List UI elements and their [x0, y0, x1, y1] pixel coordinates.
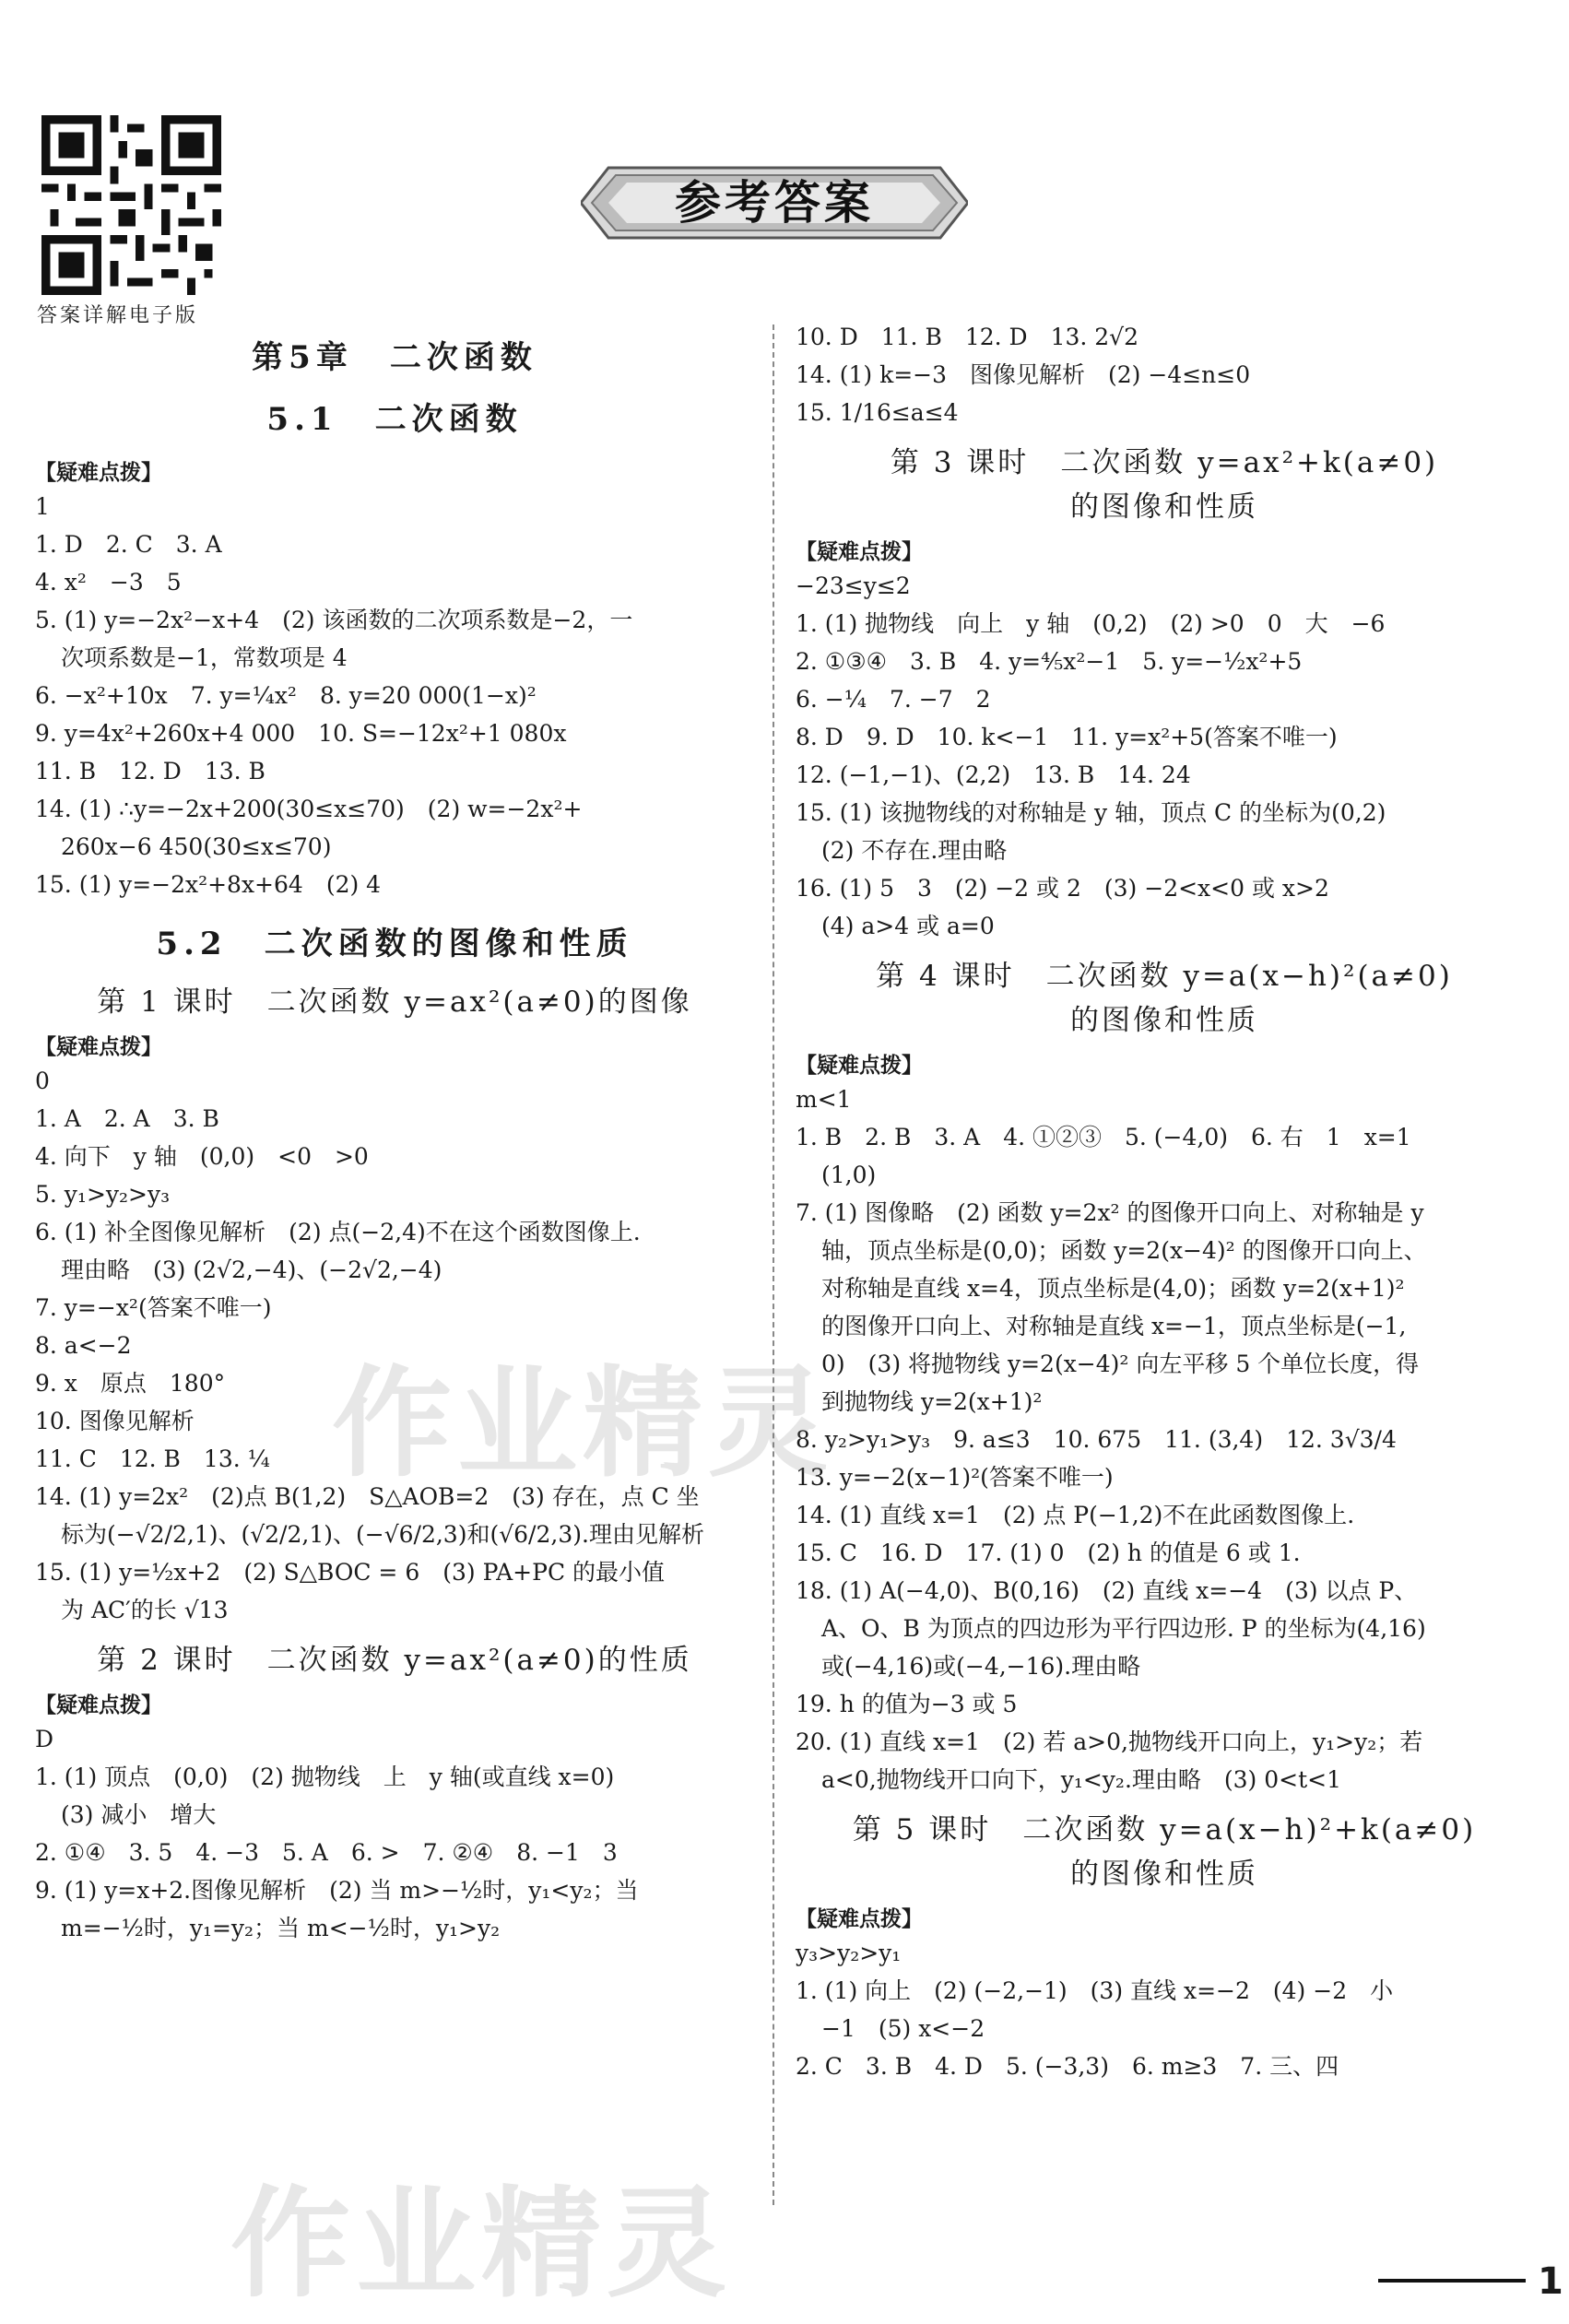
- answer-line: 5. (1) y=−2x²−x+4 (2) 该函数的二次项系数是−2，一: [35, 607, 633, 633]
- answer-line: 15. (1) 该抛物线的对称轴是 y 轴，顶点 C 的坐标为(0,2): [796, 799, 1386, 826]
- qr-caption: 答案详解电子版: [37, 304, 199, 327]
- answer-line: 2. ①④ 3. 5 4. −3 5. A 6. > 7. ②④ 8. −1 3: [35, 1839, 618, 1866]
- lesson-4-answers: [796, 1048, 1533, 1799]
- answer-line: (4) a>4 或 a=0: [821, 913, 995, 939]
- hint-label: 【疑难点拨】: [35, 1035, 162, 1059]
- footer-rule: [1378, 2279, 1526, 2283]
- answer-line: 10. D 11. B 12. D 13. 2√2: [796, 324, 1139, 350]
- answer-line: 到抛物线 y=2(x+1)²: [821, 1388, 1043, 1415]
- answer-line: 15. (1) y=−2x²+8x+64 (2) 4: [35, 871, 382, 898]
- answer-line: 19. h 的值为−3 或 5: [796, 1691, 1018, 1717]
- answer-line: 8. a<−2: [35, 1332, 132, 1359]
- section-5-1-answers: [35, 455, 754, 903]
- answer-line: 9. y=4x²+260x+4 000 10. S=−12x²+1 080x: [35, 720, 567, 747]
- lesson-2-title: 第 2 课时 二次函数 y=ax²(a≠0)的性质: [97, 1644, 692, 1677]
- watermark: 作业精灵: [332, 1353, 834, 1493]
- lesson-3-answers: [796, 535, 1533, 945]
- answer-line: 15. (1) y=½x+2 (2) S△BOC = 6 (3) PA+PC 的最小值: [35, 1559, 666, 1586]
- answer-line: (1,0): [821, 1162, 877, 1188]
- answer-line: 1. (1) 抛物线 向上 y 轴 (0,2) (2) >0 0 大 −6: [796, 610, 1386, 637]
- answer-line: 4. 向下 y 轴 (0,0) <0 >0: [35, 1143, 369, 1170]
- answer-line: A、O、B 为顶点的四边形为平行四边形. P 的坐标为(4,16): [821, 1615, 1426, 1642]
- answer-line: m=−½时，y₁=y₂；当 m<−½时，y₁>y₂: [61, 1915, 501, 1941]
- answer-line: 16. (1) 5 3 (2) −2 或 2 (3) −2<x<0 或 x>2: [796, 875, 1329, 902]
- answer-line: 1. D 2. C 3. A: [35, 531, 222, 558]
- qr-code-icon[interactable]: [37, 115, 226, 295]
- answer-line: 14. (1) ∴y=−2x+200(30≤x≤70) (2) w=−2x²+: [35, 796, 583, 822]
- answer-line: 理由略 (3) (2√2,−4)、(−2√2,−4): [61, 1256, 442, 1283]
- chapter-title: 第5章 二次函数: [252, 339, 537, 376]
- lesson-5-answers: [796, 1902, 1533, 2085]
- answer-line: 对称轴是直线 x=4，顶点坐标是(4,0)；函数 y=2(x+1)²: [821, 1275, 1405, 1302]
- hint-label: 【疑难点拨】: [796, 1054, 923, 1078]
- hint-label: 【疑难点拨】: [796, 1907, 923, 1931]
- answer-line: 标为(−√2/2,1)、(√2/2,1)、(−√6/2,3)和(√6/2,3).理由见解析: [61, 1521, 704, 1548]
- answer-line: 8. y₂>y₁>y₃ 9. a≤3 10. 675 11. (3,4) 12. 3√3/4: [796, 1426, 1397, 1453]
- answer-line: m<1: [796, 1086, 852, 1113]
- answer-line: 0: [35, 1068, 50, 1094]
- answer-line: 1: [35, 493, 50, 520]
- hint-label: 【疑难点拨】: [796, 540, 923, 564]
- answer-line: 14. (1) y=2x² (2)点 B(1,2) S△AOB=2 (3) 存在，点 C 坐: [35, 1483, 700, 1510]
- answer-line: 轴，顶点坐标是(0,0)；函数 y=2(x−4)² 的图像开口向上、: [821, 1237, 1427, 1264]
- answer-line: 11. C 12. B 13. ¼: [35, 1445, 270, 1472]
- answer-line: 次项系数是−1，常数项是 4: [61, 644, 348, 671]
- lesson-5-title: 第 5 课时 二次函数 y=a(x−h)²+k(a≠0) 的图像和性质: [852, 1813, 1477, 1891]
- answer-line: 15. C 16. D 17. (1) 0 (2) h 的值是 6 或 1.: [796, 1540, 1301, 1566]
- answer-line: 为 AC′的长 √13: [61, 1597, 229, 1623]
- lesson-2-answers: [35, 1688, 754, 1947]
- answer-line: −1 (5) x<−2: [821, 2015, 985, 2042]
- page-title: 参考答案: [675, 176, 874, 230]
- lesson-1-title: 第 1 课时 二次函数 y=ax²(a≠0)的图像: [97, 985, 692, 1019]
- lesson-3-title: 第 3 课时 二次函数 y=ax²+k(a≠0) 的图像和性质: [890, 446, 1439, 524]
- answer-line: D: [35, 1726, 54, 1752]
- answer-line: 2. ①③④ 3. B 4. y=⅘x²−1 5. y=−½x²+5: [796, 648, 1303, 675]
- answer-line: (2) 不存在.理由略: [821, 837, 1008, 864]
- answer-line: 6. −¼ 7. −7 2: [796, 686, 991, 713]
- answer-line: 18. (1) A(−4,0)、B(0,16) (2) 直线 x=−4 (3) 以点 P、: [796, 1577, 1418, 1604]
- watermark: 作业精灵: [230, 2174, 733, 2314]
- answer-line: 8. D 9. D 10. k<−1 11. y=x²+5(答案不唯一): [796, 724, 1338, 750]
- right-column: [796, 318, 1533, 2085]
- answer-line: 1. B 2. B 3. A 4. ①②③ 5. (−4,0) 6. 右 1 x=1: [796, 1124, 1411, 1150]
- lesson-2-continued-answers: [796, 318, 1533, 431]
- answer-line: 1. (1) 顶点 (0,0) (2) 抛物线 上 y 轴(或直线 x=0): [35, 1764, 615, 1790]
- answer-line: 9. x 原点 180°: [35, 1370, 226, 1397]
- answer-line: 9. (1) y=x+2.图像见解析 (2) 当 m>−½时，y₁<y₂；当: [35, 1877, 639, 1904]
- column-divider: [773, 324, 774, 2205]
- answer-line: 1. A 2. A 3. B: [35, 1105, 219, 1132]
- answer-line: 10. 图像见解析: [35, 1408, 195, 1434]
- answer-line: 0) (3) 将抛物线 y=2(x−4)² 向左平移 5 个单位长度，得: [821, 1351, 1420, 1377]
- answer-line: 12. (−1,−1)、(2,2) 13. B 14. 24: [796, 761, 1191, 788]
- section-title-5-2: 5.2 二次函数的图像和性质: [156, 926, 633, 962]
- answer-line: 或(−4,16)或(−4,−16).理由略: [821, 1653, 1141, 1680]
- left-column: [35, 323, 754, 1947]
- answer-line: y₃>y₂>y₁: [796, 1940, 902, 1966]
- answer-line: −23≤y≤2: [796, 572, 911, 599]
- answer-line: 15. 1/16≤a≤4: [796, 399, 959, 426]
- answer-line: 7. y=−x²(答案不唯一): [35, 1294, 272, 1321]
- answer-line: 13. y=−2(x−1)²(答案不唯一): [796, 1464, 1114, 1491]
- answer-line: 的图像开口向上、对称轴是直线 x=−1，顶点坐标是(−1,: [821, 1313, 1407, 1339]
- hint-label: 【疑难点拨】: [35, 461, 162, 485]
- answer-line: 5. y₁>y₂>y₃: [35, 1181, 171, 1208]
- answer-line: 7. (1) 图像略 (2) 函数 y=2x² 的图像开口向上、对称轴是 y: [796, 1199, 1424, 1226]
- answer-line: 6. (1) 补全图像见解析 (2) 点(−2,4)不在这个函数图像上.: [35, 1219, 641, 1245]
- answer-line: 1. (1) 向上 (2) (−2,−1) (3) 直线 x=−2 (4) −2 小: [796, 1977, 1394, 2004]
- answer-line: 11. B 12. D 13. B: [35, 758, 265, 784]
- answer-line: (3) 减小 增大: [61, 1801, 217, 1828]
- answer-line: 2. C 3. B 4. D 5. (−3,3) 6. m≥3 7. 三、四: [796, 2053, 1339, 2080]
- answer-line: 260x−6 450(30≤x≤70): [61, 833, 332, 860]
- answer-line: a<0,抛物线开口向下，y₁<y₂.理由略 (3) 0<t<1: [821, 1766, 1342, 1793]
- lesson-4-title: 第 4 课时 二次函数 y=a(x−h)²(a≠0) 的图像和性质: [876, 960, 1453, 1037]
- answer-line: 4. x² −3 5: [35, 569, 182, 596]
- section-title-5-1: 5.1 二次函数: [266, 401, 523, 438]
- answer-line: 14. (1) k=−3 图像见解析 (2) −4≤n≤0: [796, 361, 1251, 388]
- hint-label: 【疑难点拨】: [35, 1693, 162, 1717]
- answer-line: 14. (1) 直线 x=1 (2) 点 P(−1,2)不在此函数图像上.: [796, 1502, 1355, 1528]
- answer-line: 6. −x²+10x 7. y=¼x² 8. y=20 000(1−x)²: [35, 682, 537, 709]
- page-number: 1: [1538, 2260, 1563, 2303]
- answer-line: 20. (1) 直线 x=1 (2) 若 a>0,抛物线开口向上，y₁>y₂；若: [796, 1728, 1423, 1755]
